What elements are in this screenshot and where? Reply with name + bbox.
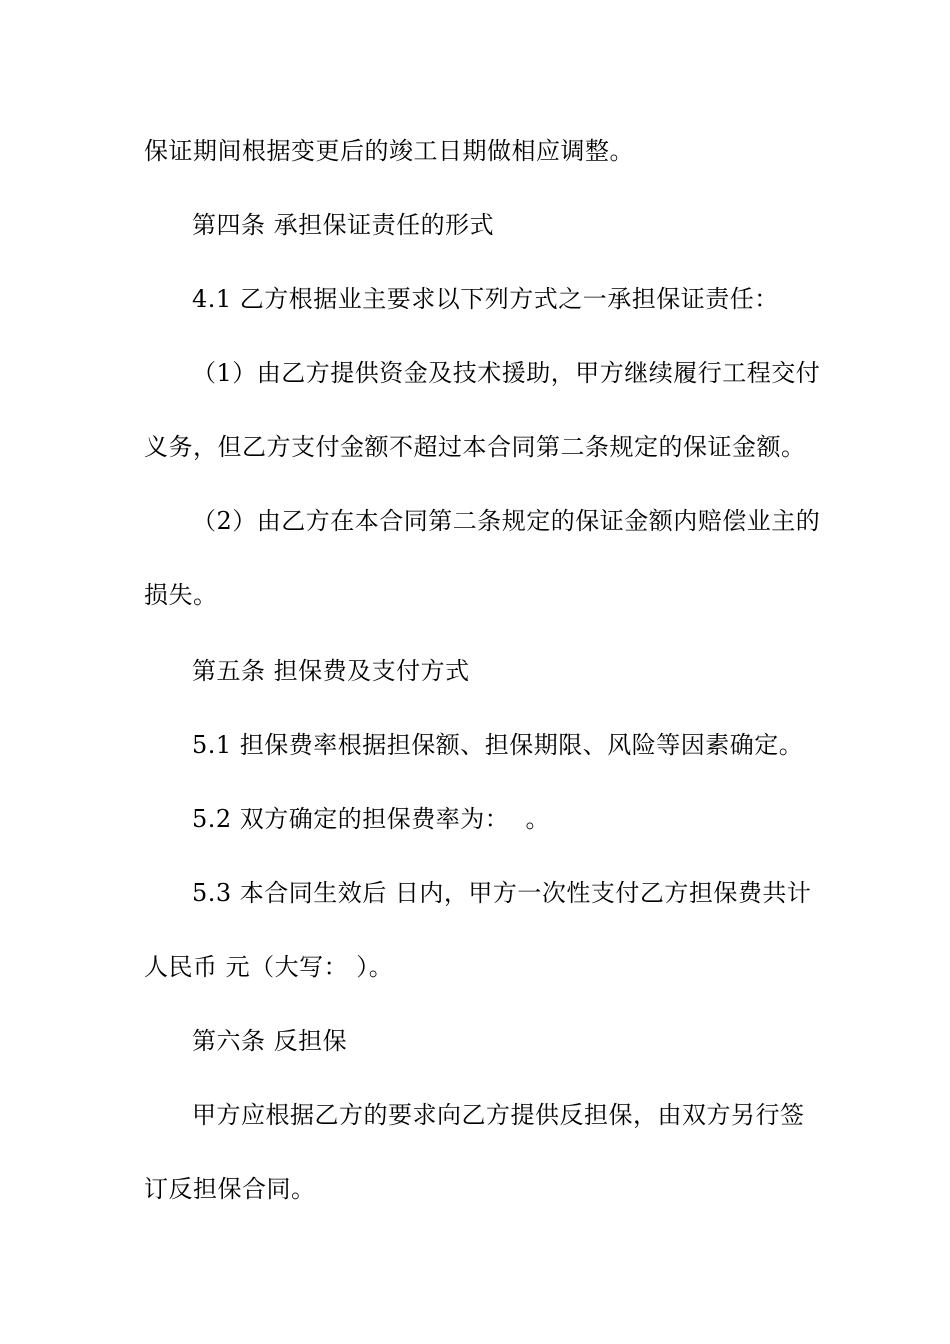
text-line: 义务，但乙方支付金额不超过本合同第二条规定的保证金额。 (144, 433, 806, 461)
text-line: 订反担保合同。 (144, 1175, 316, 1203)
section-heading-4: 第四条 承担保证责任的形式 (192, 211, 495, 239)
clause-4-1: 4.1 乙方根据业主要求以下列方式之一承担保证责任： (192, 285, 779, 313)
clause-5-1: 5.1 担保费率根据担保额、担保期限、风险等因素确定。 (192, 731, 804, 759)
section-heading-5: 第五条 担保费及支付方式 (192, 657, 470, 685)
text-line: 保证期间根据变更后的竣工日期做相应调整。 (144, 137, 634, 165)
clause-item-2: （2）由乙方在本合同第二条规定的保证金额内赔偿业主的 (192, 507, 821, 535)
text-line: 损失。 (144, 581, 218, 609)
section-heading-6: 第六条 反担保 (192, 1027, 348, 1055)
clause-5-2: 5.2 双方确定的担保费率为： 。 (192, 805, 551, 833)
clause-item-1: （1）由乙方提供资金及技术援助，甲方继续履行工程交付 (192, 359, 821, 387)
paragraph-line: 甲方应根据乙方的要求向乙方提供反担保，由双方另行签 (192, 1101, 805, 1129)
clause-5-3: 5.3 本合同生效后 日内，甲方一次性支付乙方担保费共计 (192, 879, 812, 907)
text-line: 人民币 元（大写： ）。 (144, 953, 394, 981)
